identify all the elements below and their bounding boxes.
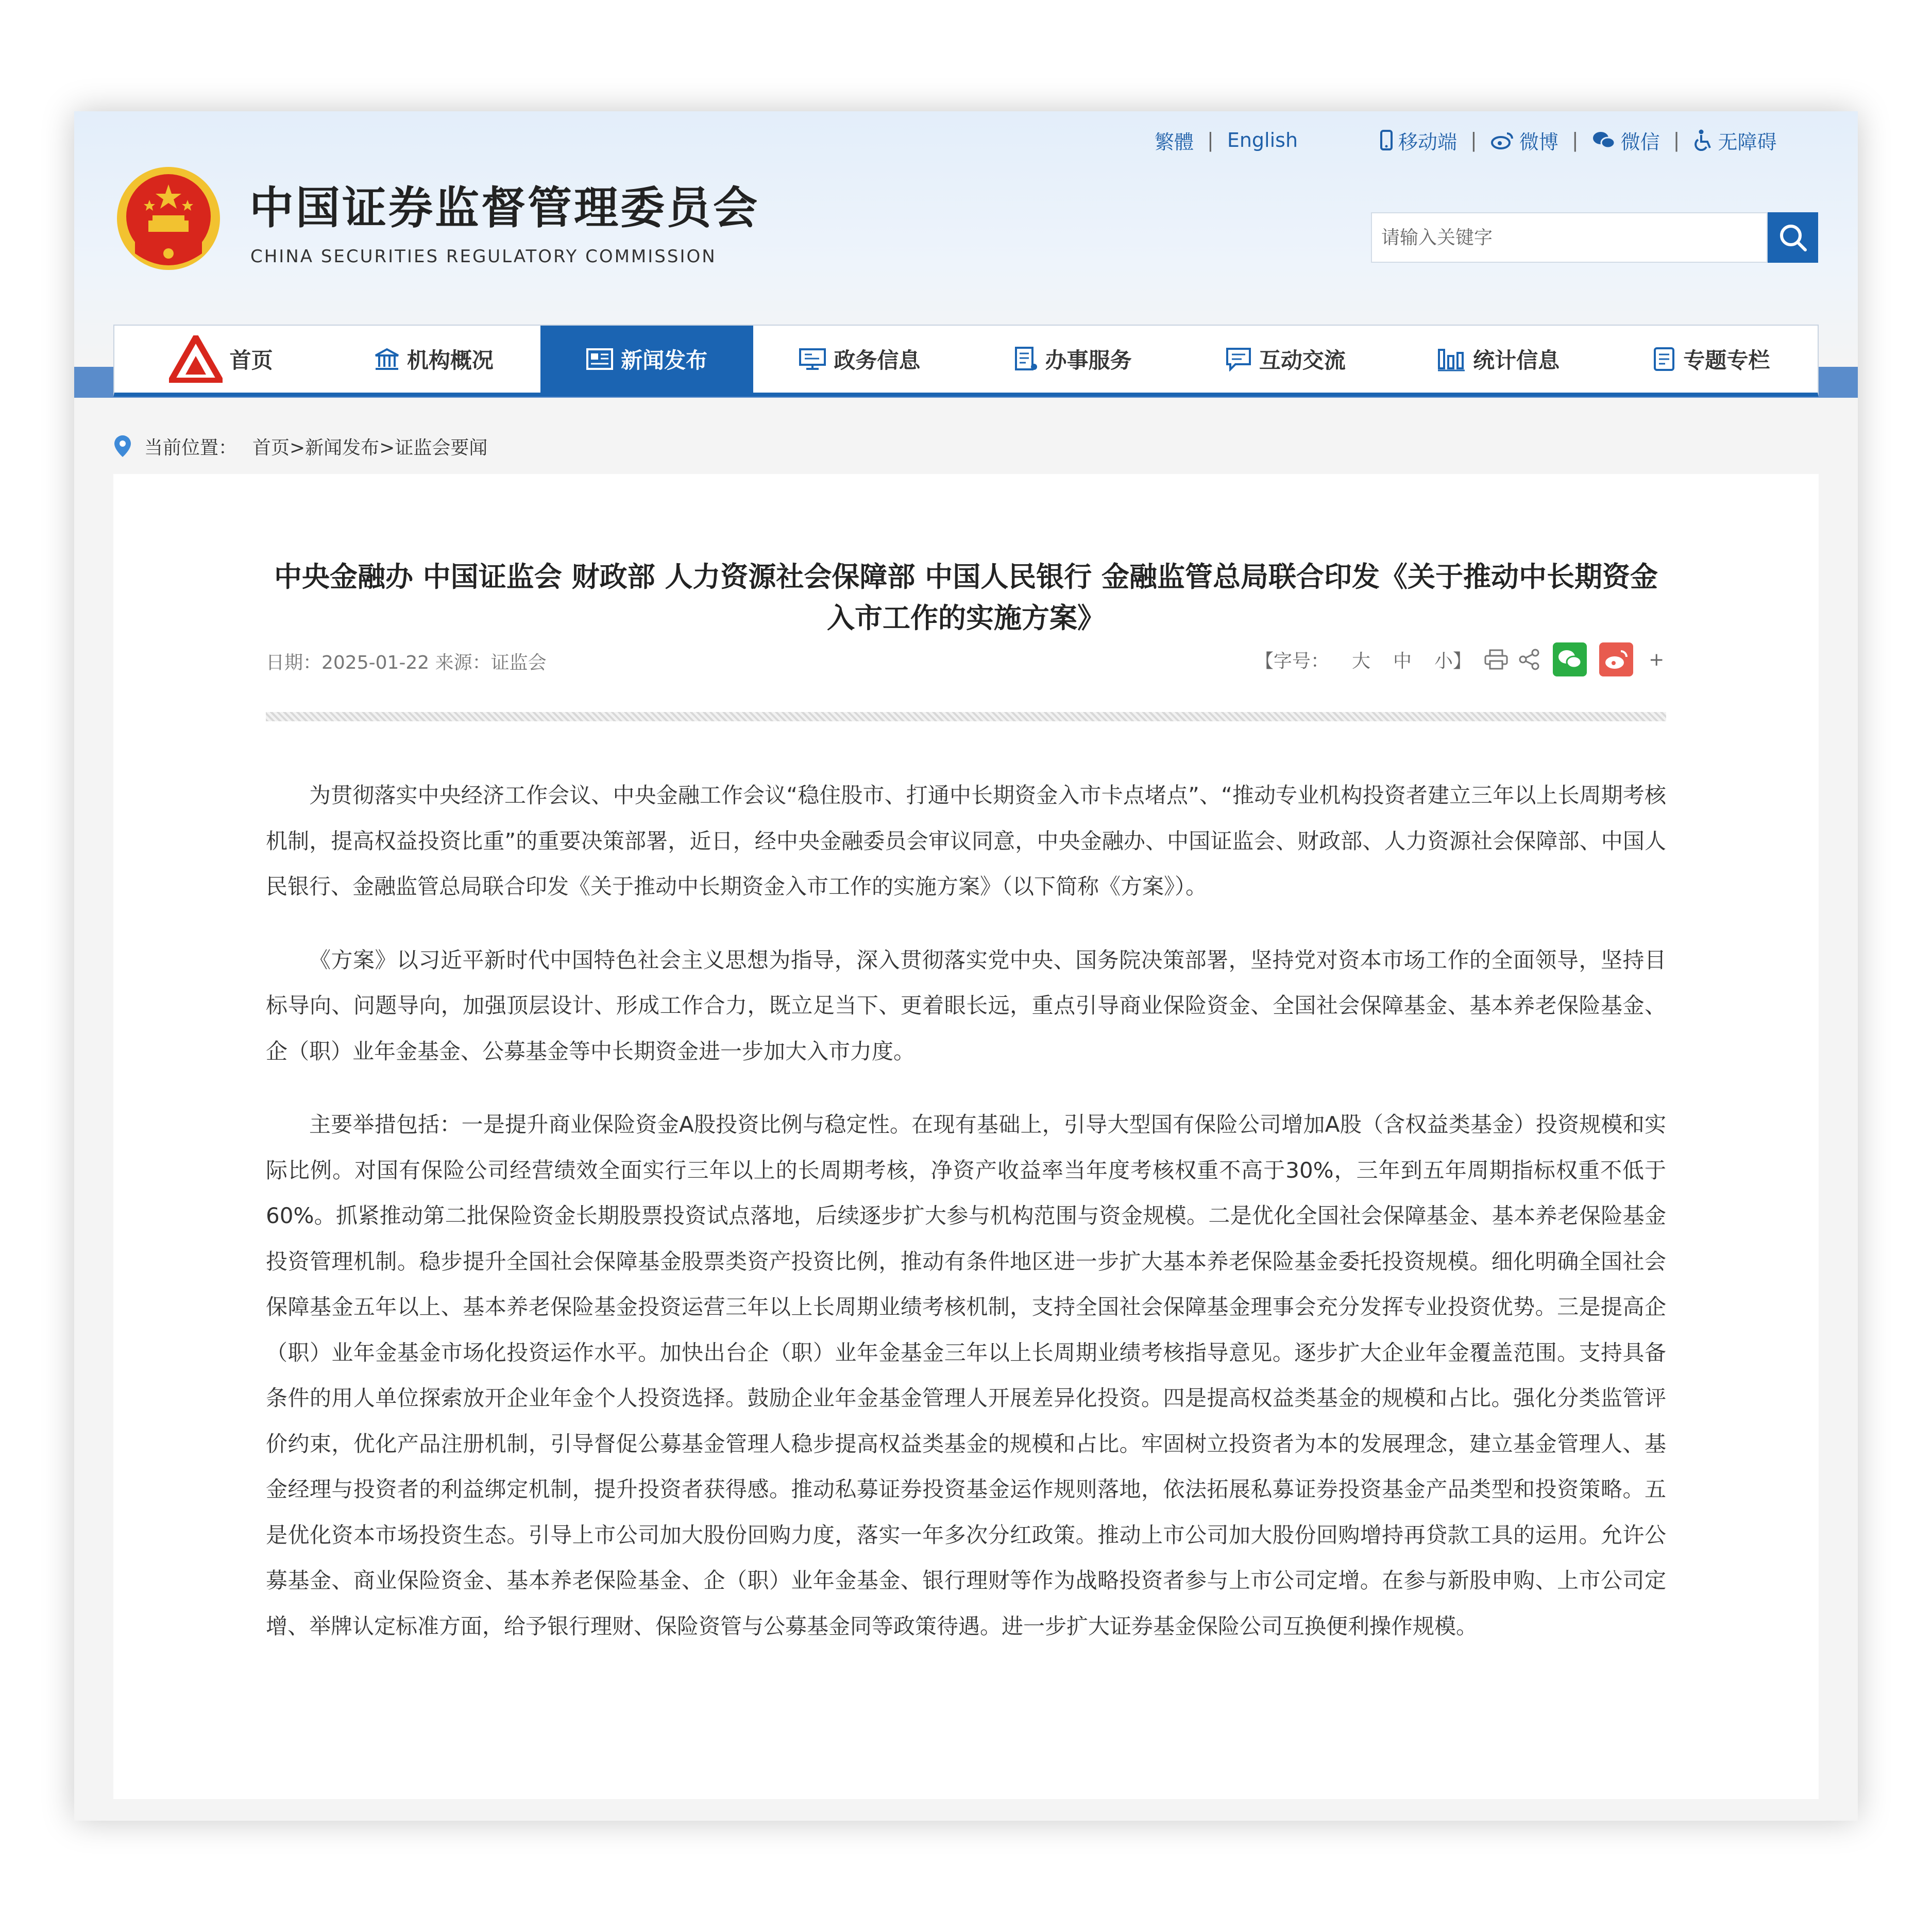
nav-item-statistics[interactable] bbox=[1392, 326, 1605, 393]
weibo-icon bbox=[1603, 648, 1629, 671]
search-icon bbox=[1777, 222, 1808, 253]
accessibility-link[interactable] bbox=[1693, 126, 1776, 155]
article-paragraph: 为贯彻落实中央经济工作会议、中央金融工作会议“稳住股市、打通中长期资金入市卡点堵点”、“推动专业机构投资者建立三年以上长周期考核机制，提高权益投资比重”的重要决策部署，近日，经中央金融委员会审议同意，中央金融办、中国证监会、财政部、人力资源社会保障部、中国人民银行、金融监管总局联合印发《关于推动中长期资金入市工作的实施方案》（以下简称《方案》）。 bbox=[266, 783, 1666, 899]
fontsize-label: 【字号： bbox=[1255, 650, 1330, 672]
separator: | bbox=[1571, 129, 1579, 151]
nav-item-special-topics[interactable] bbox=[1605, 326, 1818, 393]
title-divider bbox=[266, 712, 1666, 721]
wechat-link[interactable] bbox=[1592, 126, 1660, 155]
nav-item-government-info[interactable] bbox=[753, 326, 966, 393]
bar-chart-icon bbox=[1437, 347, 1466, 371]
breadcrumb-label: 当前位置： bbox=[144, 437, 238, 459]
building-icon bbox=[374, 347, 400, 371]
document-icon bbox=[1013, 346, 1038, 372]
nav-item-label: 机构概况 bbox=[406, 348, 494, 373]
nav-item-label: 办事服务 bbox=[1045, 348, 1132, 373]
nav-item-label: 首页 bbox=[229, 348, 273, 373]
weibo-link[interactable] bbox=[1490, 126, 1558, 155]
news-icon bbox=[586, 347, 614, 371]
mobile-icon bbox=[1380, 130, 1393, 150]
site-title: 中国证券监督管理委员会 bbox=[249, 182, 759, 234]
article-paragraph: 《方案》以习近平新时代中国特色社会主义思想为指导，深入贯彻落实党中央、国务院决策部署，坚持党对资本市场工作的全面领导，坚持目标导向、问题导向，加强顶层设计、形成工作合力，既立足当下、更着眼长远，重点引导商业保险资金、全国社会保障基金、基本养老保险基金、企（职）业年金基金、公募基金等中长期资金进一步加大入市力度。 bbox=[266, 947, 1666, 1064]
site-subtitle: CHINA SECURITIES REGULATORY COMMISSION bbox=[250, 246, 717, 267]
separator: | bbox=[1207, 129, 1214, 151]
national-emblem-logo[interactable] bbox=[111, 163, 226, 277]
weibo-icon bbox=[1490, 130, 1514, 150]
accessibility-link-label: 无障碍 bbox=[1718, 130, 1777, 154]
separator: | bbox=[1673, 129, 1680, 151]
article-tools bbox=[1255, 639, 1664, 680]
breadcrumb bbox=[113, 420, 487, 472]
more-share-button[interactable]: + bbox=[1649, 649, 1665, 670]
main-nav bbox=[113, 325, 1819, 397]
nav-item-label: 新闻发布 bbox=[621, 348, 708, 373]
breadcrumb-path[interactable]: 首页>新闻发布>证监会要闻 bbox=[252, 437, 488, 459]
wechat-link-label: 微信 bbox=[1620, 130, 1660, 154]
nav-item-news[interactable] bbox=[540, 326, 753, 393]
monitor-icon bbox=[799, 347, 826, 371]
location-pin-icon bbox=[113, 434, 132, 458]
nav-item-label: 政务信息 bbox=[834, 348, 921, 373]
fontsize-small-button[interactable]: 小】 bbox=[1434, 650, 1472, 672]
search-button[interactable] bbox=[1768, 212, 1818, 263]
language-links bbox=[1155, 120, 1298, 161]
search-box bbox=[1371, 212, 1768, 263]
wechat-icon bbox=[1592, 130, 1616, 150]
english-link[interactable]: English bbox=[1227, 129, 1298, 151]
browser-page bbox=[74, 111, 1858, 1821]
note-icon bbox=[1652, 346, 1676, 372]
article-paragraph: 主要举措包括：一是提升商业保险资金A股投资比例与稳定性。在现有基础上，引导大型国有保险公司增加A股（含权益类基金）投资规模和实际比例。对国有保险公司经营绩效全面实行三年以上的长周期考核，净资产收益率当年度考核权重不高于30%，三年到五年周期指标权重不低于60%。抓紧推动第二批保险资金长期股票投资试点落地，后续逐步扩大参与机构范围与资金规模。二是优化全国社会保障基金、基本养老保险基金投资管理机制。稳步提升全国社会保障基金股票类资产投资比例，推动有条件地区进一步扩大基本养老保险基金委托投资规模。细化明确全国社会保障基金五年以上、基本养老保险基金投资运营三年以上长周期业绩考核机制，支持全国社会保障基金理事会充分发挥专业投资优势。三是提高企（职）业年金基金市场化投资运作水平。加快出台企（职）业年金基金三年以上长周期业绩考核指导意见。逐步扩大企业年金覆盖范围。支持具备条件的用人单位探索放开企业年金个人投资选择。鼓励企业年金基金管理人开展差异化投资。四是提高权益类基金的规模和占比。强化分类监管评价约束，优化产品注册机制，引导督促公募基金管理人稳步提高权益类基金的规模和占比。牢固树立投资者为本的发展理念，建立基金管理人、基金经理与投资者的利益绑定机制，提升投资者获得感。推动私募证券投资基金运作规则落地，依法拓展私募证券投资基金产品类型和投资策略。五是优化资本市场投资生态。引导上市公司加大股份回购力度，落实一年多次分红政策。推动上市公司加大股份回购增持再贷款工具的运用。允许公募基金、商业保险资金、基本养老保险基金、企（职）业年金基金、银行理财等作为战略投资者参与上市公司定增。在参与新股申购、上市公司定增、举牌认定标准方面，给予银行理财、保险资管与公募基金同等政策待遇。进一步扩大证券基金保险公司互换便利操作规模。 bbox=[266, 1112, 1666, 1639]
mobile-link-label: 移动端 bbox=[1398, 130, 1458, 154]
mobile-link[interactable] bbox=[1380, 126, 1457, 155]
share-icon[interactable] bbox=[1518, 648, 1540, 671]
weibo-link-label: 微博 bbox=[1519, 130, 1558, 154]
share-weibo-button[interactable] bbox=[1599, 642, 1633, 676]
print-icon[interactable] bbox=[1484, 649, 1509, 670]
search-input[interactable] bbox=[1372, 213, 1767, 262]
accessibility-icon bbox=[1693, 129, 1713, 151]
nav-item-services[interactable] bbox=[966, 326, 1179, 393]
share-wechat-button[interactable] bbox=[1553, 642, 1587, 676]
nav-item-home[interactable] bbox=[114, 326, 327, 393]
article-title: 中央金融办 中国证监会 财政部 人力资源社会保障部 中国人民银行 金融监管总局联合印发《关于推动中长期资金入市工作的实施方案》 bbox=[274, 561, 1658, 634]
logo-icon bbox=[169, 335, 223, 383]
article-body bbox=[266, 773, 1666, 1677]
nav-item-about[interactable] bbox=[327, 326, 540, 393]
wechat-icon bbox=[1557, 648, 1583, 671]
article-container bbox=[113, 474, 1819, 1799]
separator: | bbox=[1470, 129, 1477, 151]
traditional-chinese-link[interactable]: 繁體 bbox=[1155, 130, 1194, 154]
fontsize-large-button[interactable]: 大 bbox=[1352, 650, 1371, 672]
nav-item-label: 统计信息 bbox=[1473, 348, 1560, 373]
utility-links bbox=[1380, 120, 1777, 161]
nav-item-label: 互动交流 bbox=[1259, 348, 1346, 373]
chat-icon bbox=[1225, 347, 1252, 371]
article-meta: 日期：2025-01-22 来源：证监会 bbox=[266, 652, 547, 673]
fontsize-medium-button[interactable]: 中 bbox=[1393, 650, 1412, 672]
nav-item-label: 专题专栏 bbox=[1683, 348, 1770, 373]
nav-item-interaction[interactable] bbox=[1179, 326, 1392, 393]
